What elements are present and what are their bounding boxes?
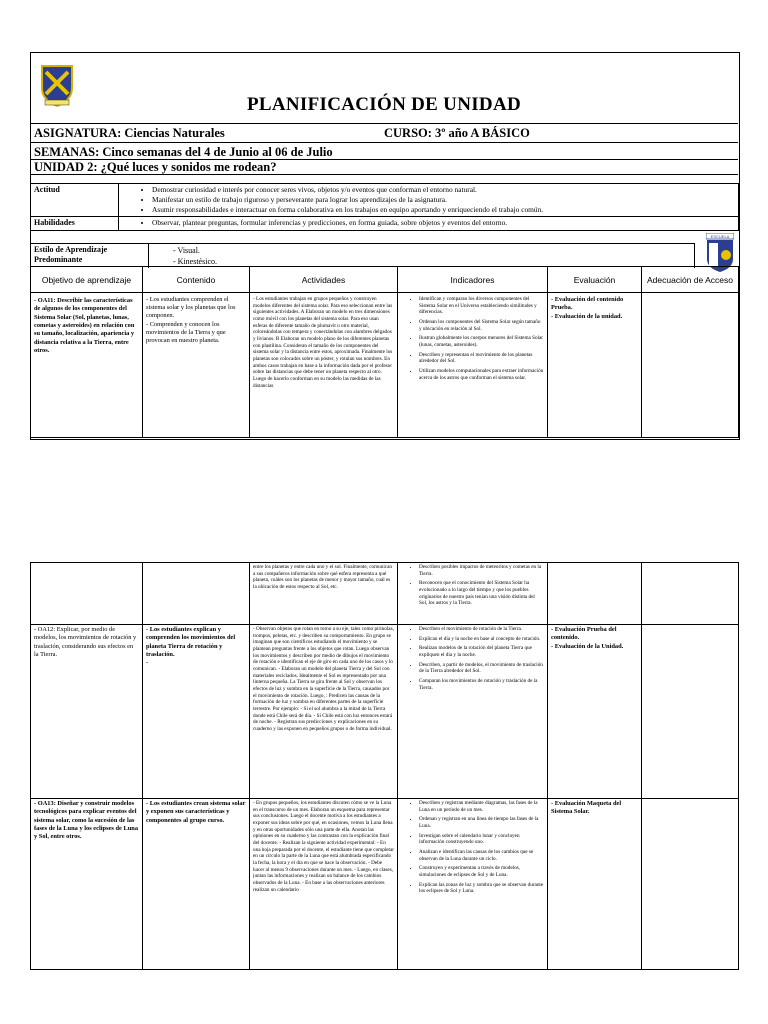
actividades-text: - En grupos pequeños, los estudiantes discuten cómo se ve la Luna en el transcurso de un mes. Elaboran un esquema para representar sus conclusiones. Luego el docente motiva a los estudiantes a exponer sus ideas sobre por qué, en ocasiones, vemos la Luna llena y en otras oportunidades sólo una parte de ella. Anotan las opiniones en su cuaderno y las contrastan con la explicación final del docente. - Realizan la siguiente actividad experimental: - En una hoja preparada por el docente, el estudiante tiene que completar en un círculo la parte de la Luna que está alumbrada especificando la fecha, la hora y el día en que se hace la observación. - Debe hacer al menos 9 observaciones durante un mes. - Luego, en clases, juntan las informaciones y realizan un balance de los cambios observados de la Luna. - En base a las observaciones anteriores realizan un calendario: [253, 800, 394, 893]
actitud-item: • Asumir responsabilidades e interactuar en forma colaborativa en los trabajos en equipo aportando y enriqueciendo el trabajo común.: [152, 205, 735, 215]
contenido-cell: - Los estudiantes comprenden el sistema solar y los planetas que los componen. - Comprenden y conocen los movimientos de la Tierra y que provocan en nuestro planeta.: [143, 293, 250, 438]
habilidades-label: Habilidades: [31, 216, 119, 230]
habilidades-item: • Observar, plantear preguntas, formular inferencias y predicciones, en forma guiada, sobre objetos y eventos del entorno.: [152, 218, 735, 228]
evaluacion-cell: - Evaluación del contenido Prueba. - Evaluación de la unidad.: [548, 293, 642, 438]
evaluacion-cell: - Evaluación Prueba del contenido. - Evaluación de la Unidad.: [548, 625, 642, 799]
curso-label: CURSO: 3º año A BÁSICO: [384, 126, 530, 140]
actividades-cell: - Observan objetos que rotan en torno a su eje, tales como pirinolas, trompos, pelotas, etc. y describen su comportamiento. En grupo se imaginan que son científicos estudiando el movimiento y se plantean preguntas frente a los objetos que rotan. Luego observan los movimientos y describen por medio de dibujos el movimiento de rotación e identifican el eje de giro en cada uno de los casos y lo comunican. - Elaboran un modelo del planeta Tierra y del Sol con materiales reciclados. Idealmente el Sol es representado por una linterna pequeña. La Tierra se gira frente al Sol y observan los efectos de luz y sombra en la superficie de la Tierra, causados por el movimiento de rotación. Luego, : Predicen las causas de la formación de luz y sombra en diferentes partes de la superficie terrestre. Por ejemplo: - Si el sol alumbra a la mitad de la Tierra donde está Chile será de día. - Si Chile está con luz entonces estará de noche. - Registran sus predicciones y explicaciones en su cuaderno y las exponen en pequeños grupos o de forma individual.: [250, 625, 398, 799]
indicador-item: • Construyen y experimentan a través de modelos, simulaciones de eclipses de Sol y de Luna.: [419, 865, 544, 878]
actividades-cell: entre los planetas y entre cada uno y el sol. Finalmente, comunican a sus compañeros información sobre qué esfera representa a qué planeta, cuáles son los planetas de menor y mayor tamaño, cuál es la ubicación de estos respecto al Sol, etc.: [250, 563, 398, 625]
contenido-cell: - Los estudiantes crean sistema solar y exponen sus características y componentes al grupo curso.: [143, 799, 250, 970]
habilidades-text: [119, 216, 739, 230]
asignatura-label: ASIGNATURA: Ciencias Naturales: [34, 126, 225, 140]
indicador-item: • Investigan sobre el calendario lunar y concluyen información construyendo uno.: [419, 833, 544, 846]
estilo-list: [149, 244, 695, 269]
table-row: [31, 293, 739, 438]
objetivo-cell: [31, 563, 143, 625]
evaluacion-cell: - Evaluación Maqueta del Sistema Solar.: [548, 799, 642, 970]
table-row: [31, 563, 739, 625]
header-divider: [30, 123, 738, 124]
indicador-item: • Ordenan los componentes del Sistema Solar según tamaño y ubicación en relación al Sol.: [419, 319, 544, 332]
actitud-list: [119, 184, 739, 217]
adecuacion-cell: [642, 293, 739, 438]
learning-style-table: [30, 243, 695, 268]
column-header: Contenido: [143, 267, 250, 293]
indicador-item: • Describen y registran mediante diagramas, las fases de la Luna en un período de un mes.: [419, 800, 544, 813]
table-row: [31, 799, 739, 970]
estilo-label: Estilo de Aprendizaje Predominante: [31, 244, 149, 269]
indicador-item: • Ordenan y registran en una línea de tiempo las fases de la Luna.: [419, 816, 544, 829]
header-divider: [30, 174, 738, 175]
adecuacion-cell: [642, 625, 739, 799]
actividades-text: - Los estudiantes trabajan en grupos pequeños y construyen modelos diferentes del sistema solar. Para eso seleccionan entre las siguientes actividades. A Elaboran un modelo en tres dimensiones como móvil con los planetas del sistema solar. Para eso usan esferas de diferente tamaño de plumavit u otro material, coloreándolas con tempera y conectándolas con alambres delgados y livianos. B Elaboran un modelo plano de los diferentes planetas con plastilina. Consideran el tamaño de los componentes del sistema solar y la distancia entre estos, aproximada. Finalmente los planetas son colocados sobre un póster, y rotulan sus nombres. En ambos casos trabajan en base a la información dada por el profesor sobre las distancias que debe tener un planeta respecto al otro. Luego de hacerlo conforman en su modelo las medidas de las distancias: [253, 296, 393, 389]
header-divider: [30, 142, 738, 143]
objetivo-cell: - OA11: Describir las características de algunos de los componentes del Sistema Solar (Sol, planetas, lunas, cometas y asteroides) en relación con su tamaño, localización, apariencia y distancia relativa a la Tierra, entre otros.: [31, 293, 143, 438]
logo-text: ESCUELA: [710, 234, 730, 239]
column-header: Adecuación de Acceso: [642, 267, 739, 293]
column-header: Evaluación: [548, 267, 642, 293]
actitud-item: • Demostrar curiosidad e interés por conocer seres vivos, objetos y/o eventos que conforman el entorno natural.: [152, 185, 735, 195]
indicador-item: • Analizan e identifican las causas de los cambios que se observan de la Luna durante un ciclo.: [419, 849, 544, 862]
indicadores-cell: [398, 799, 548, 970]
indicador-item: • Ilustran globalmente los cuerpos menores del Sistema Solar (lunas, cometas, asteroides).: [419, 335, 544, 348]
evaluacion-cell: [548, 563, 642, 625]
column-header: Objetivo de aprendizaje: [31, 267, 143, 293]
estilo-item: - Visual.: [173, 246, 200, 255]
planning-table-continued: [30, 562, 739, 970]
semanas-label: SEMANAS: Cinco semanas del 4 de Junio al 06 de Julio: [34, 145, 333, 159]
objetivo-cell: - OA12: Explicar, por medio de modelos, los movimientos de rotación y traslación, considerando sus efectos en la Tierra.: [31, 625, 143, 799]
indicador-item: • Describen, a partir de modelos, el movimiento de traslación de la Tierra alrededor del Sol.: [419, 662, 544, 675]
adecuacion-cell: [642, 799, 739, 970]
table-row: [31, 625, 739, 799]
indicador-item: • Describen el movimiento de rotación de la Tierra.: [419, 626, 544, 633]
contenido-cell: - Los estudiantes explican y comprenden los movimientos del planeta Tierra de rotación y traslación. -: [143, 625, 250, 799]
actividades-cell: [250, 799, 398, 970]
column-header: Actividades: [250, 267, 398, 293]
document-title: PLANIFICACIÓN DE UNIDAD: [247, 94, 521, 115]
indicadores-cell: [398, 625, 548, 799]
indicadores-cell: [398, 293, 548, 438]
indicador-item: • Describen y representan el movimiento de los planetas alrededor del Sol.: [419, 352, 544, 365]
column-header: Indicadores: [398, 267, 548, 293]
attitudes-table: [30, 183, 739, 231]
actividades-cell: [250, 293, 398, 438]
planning-table: [30, 266, 739, 438]
indicadores-cell: [398, 563, 548, 625]
unidad-label: UNIDAD 2: ¿Qué luces y sonidos me rodean?: [34, 160, 277, 174]
adecuacion-cell: [642, 563, 739, 625]
indicador-item: • Realizan modelos de la rotación del planeta Tierra que expliquen el día y la noche.: [419, 645, 544, 658]
actitud-label: Actitud: [31, 184, 119, 217]
indicador-item: • Comparan los movimientos de rotación y traslación de la Tierra.: [419, 678, 544, 691]
indicador-item: • Describen posibles impactos de meteoritos y cometas en la Tierra.: [419, 564, 544, 577]
indicador-item: • Explican el día y la noche en base al concepto de rotación.: [419, 636, 544, 643]
objetivo-cell: - OA13: Diseñar y construir modelos tecnológicos para explicar eventos del sistema solar, como la sucesión de las fases de la Luna y los eclipses de Luna y Sol, entre otros.: [31, 799, 143, 970]
indicador-item: • Utilizan modelos computacionales para extraer información acerca de los astros que conforman el sistema solar.: [419, 368, 544, 381]
indicador-item: • Reconocen que el conocimiento del Sistema Solar ha evolucionado a lo largo del tiempo y que los pueblos originarios de nuestro país tenían una visión distinta del Sol, los astros y la Tierra.: [419, 580, 544, 607]
estilo-item: - Kinestésico.: [173, 257, 217, 267]
indicador-item: • Explican las zonas de luz y sombra que se observan durante los eclipses de Sol y Luna.: [419, 882, 544, 895]
indicador-item: • Identifican y comparan los diversos componentes del Sistema Solar en el Universo estableciendo similitudes y diferencias.: [419, 296, 544, 316]
contenido-cell: [143, 563, 250, 625]
actitud-item: • Manifestar un estilo de trabajo riguroso y perseverante para lograr los aprendizajes de la asignatura.: [152, 195, 735, 205]
